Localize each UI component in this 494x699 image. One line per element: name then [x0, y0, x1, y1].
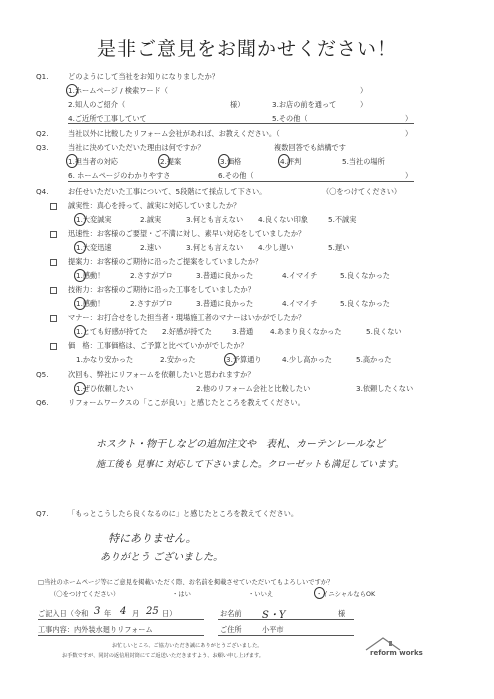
q3-option-5[interactable]: 5.当社の場所 — [342, 157, 385, 166]
q3-option-1[interactable]: 1.担当者の対応 — [68, 157, 118, 166]
date-day[interactable]: 25 — [146, 606, 159, 617]
address-underline — [218, 635, 354, 636]
rating-option[interactable]: 2.速い — [140, 243, 162, 252]
q1-divider — [68, 123, 414, 124]
date-day-unit: 日） — [162, 609, 177, 618]
rating-option[interactable]: 2.誠実 — [140, 215, 162, 224]
q1-option-3[interactable]: 3.お店の前を通って — [272, 100, 337, 109]
rating-option[interactable]: 4.少し遅い — [258, 243, 294, 252]
rating-option[interactable]: 2.安かった — [160, 355, 196, 364]
q5-option-2[interactable]: 2.他のリフォーム会社と比較したい — [196, 384, 311, 393]
q1-option-5[interactable]: 5.その他（ — [272, 114, 308, 123]
rating-checkbox[interactable] — [50, 315, 57, 322]
rating-option[interactable]: 3.予算通り — [226, 355, 262, 364]
consent-no[interactable]: ・いいえ — [248, 591, 274, 598]
consent-question: □当社のホームページ等にご意見を掲載いただく際、お名前を掲載させていただいてもよろしいですか？ — [38, 579, 334, 586]
date-month-unit: 月 — [132, 609, 140, 618]
logo-text: reform works — [370, 649, 423, 657]
thanks-line-1: お忙しいところ、ご協力いただき誠にありがとうございました。 — [112, 643, 263, 649]
consent-instruction: （〇をつけてください） — [50, 591, 120, 598]
work-content: 工事内容：内外装水廻りリフォーム — [38, 625, 153, 634]
rating-checkbox[interactable] — [50, 287, 57, 294]
q1-option-2[interactable]: 2.知人のご紹介（ — [68, 100, 126, 109]
rating-checkbox[interactable] — [50, 259, 57, 266]
q7-question: 「もっとこうしたら良くなるのに」と感じたところを教えてください。 — [68, 509, 299, 518]
rating-selected-circle — [74, 269, 86, 282]
rating-option[interactable]: 3.普通に良かった — [196, 271, 254, 280]
name-sama: 様 — [338, 609, 346, 618]
reform-works-logo — [356, 636, 436, 662]
address-value[interactable]: 小平市 — [262, 625, 284, 634]
q3-question: 当社に決めていただいた理由は何ですか？ — [68, 143, 205, 152]
consent-initial[interactable]: ・イニシャルならOK — [316, 591, 376, 598]
q5-option-1[interactable]: 1.ぜひ依頼したい — [76, 384, 134, 393]
rating-option[interactable]: 2.好感が持てた — [162, 327, 212, 336]
q3-option-other[interactable]: 6.その他（ — [218, 171, 254, 180]
q3-option-1-circle — [66, 154, 78, 168]
q1-option-1[interactable]: 1.ホームページ / 検索ワード（ — [68, 86, 168, 95]
date-month[interactable]: 4 — [120, 606, 127, 617]
q3-option-6[interactable]: 6. ホームページのわかりやすさ — [68, 171, 171, 180]
work-underline — [38, 635, 204, 636]
q5-option-3[interactable]: 3.依頼したくない — [356, 384, 414, 393]
rating-option[interactable]: 5.良くなかった — [340, 299, 390, 308]
q5-question: 次回も、弊社にリフォームを依頼したいと思われますか？ — [68, 370, 255, 379]
q3-option-2[interactable]: 2.提案 — [160, 157, 182, 166]
q3-option-4-circle — [278, 154, 290, 168]
rating-option[interactable]: 5.良くなかった — [340, 271, 390, 280]
rating-option[interactable]: 5.遅い — [328, 243, 350, 252]
address-label: ご住所 — [220, 625, 242, 634]
q4-question: お任せいただいた工事について、5段階にて採点して下さい。 — [68, 187, 267, 196]
rating-option[interactable]: 4.イマイチ — [282, 271, 318, 280]
q7-answer-line-1: 特にありません。 — [108, 532, 197, 545]
rating-option[interactable]: 4.良くない印象 — [258, 215, 308, 224]
rating-heading: 価 格：工事価格は、ご予算と比べていかがでしたか？ — [68, 341, 248, 350]
rating-option[interactable]: 5.良くない — [366, 327, 402, 336]
q1-question: どのようにして当社をお知りになりましたか？ — [68, 72, 219, 81]
name-value[interactable]: S・Y — [262, 610, 286, 621]
q1-option-4[interactable]: 4.ご近所で工事していて — [68, 114, 147, 123]
rating-option[interactable]: 1.大変誠実 — [76, 215, 112, 224]
rating-heading: 誠実性：真心を持って、誠実に対応していましたか？ — [68, 201, 241, 210]
rating-heading: 迅速性：お客様のご要望・ご不満に対し、素早い対応をしていましたか？ — [68, 229, 306, 238]
q1-option-3-close: ） — [360, 100, 368, 109]
rating-selected-circle — [224, 353, 236, 366]
date-label: ご記入日（令和 — [38, 609, 89, 618]
rating-selected-circle — [74, 241, 86, 254]
thanks-line-2: お手数ですが、同封の返信用封筒にてご返送いただきますよう、お願い申し上げます。 — [62, 653, 264, 659]
rating-checkbox[interactable] — [50, 343, 57, 350]
rating-heading: マナー：お打合せをした担当者・現場施工者のマナーはいかがでしたか？ — [68, 313, 306, 322]
q4-note: （〇をつけてください） — [322, 187, 402, 196]
rating-option[interactable]: 1.かなり安かった — [76, 355, 134, 364]
q3-option-3-circle — [218, 154, 230, 168]
rating-heading: 提案力：お客様のご期待に沿ったご提案をしていましたか？ — [68, 257, 263, 266]
q2-question: 当社以外に比較したリフォーム会社があれば、お教えください。（ — [68, 129, 280, 138]
rating-option[interactable]: 1.大変迅速 — [76, 243, 112, 252]
rating-option[interactable]: 1.感動！ — [76, 271, 105, 280]
q3-option-3[interactable]: 3.価格 — [220, 157, 242, 166]
date-underline — [38, 619, 204, 620]
q6-answer-line-2: 施工後も 見事に 対応して下さいました。クローゼットも満足しています。 — [96, 459, 404, 470]
rating-option[interactable]: 4.イマイチ — [282, 299, 318, 308]
rating-option[interactable]: 1.感動！ — [76, 299, 105, 308]
q1-option-1-close: ） — [360, 86, 368, 95]
q7-number: Q7. — [36, 509, 49, 518]
date-year-unit: 年 — [104, 609, 112, 618]
q3-option-2-circle — [158, 154, 170, 168]
rating-option[interactable]: 3.何とも言えない — [186, 215, 244, 224]
consent-yes[interactable]: ・はい — [172, 591, 191, 598]
q5-option-1-circle — [74, 382, 86, 395]
q3-divider — [68, 181, 414, 182]
rating-option[interactable]: 4.あまり良くなかった — [270, 327, 342, 336]
page-title: 是非ご意見をお聞かせください！ — [96, 38, 397, 60]
consent-initial-circle — [314, 587, 325, 599]
rating-selected-circle — [74, 325, 86, 338]
q1-number: Q1. — [36, 72, 49, 81]
rating-option[interactable]: 1.とても好感が持てた — [76, 327, 148, 336]
rating-selected-circle — [74, 297, 86, 310]
q5-number: Q5. — [36, 370, 49, 379]
q2-number: Q2. — [36, 129, 49, 138]
rating-heading: 技術力：お客様のご期待に沿った工事をしていましたか？ — [68, 285, 255, 294]
q6-question: リフォームワークスの「ここが良い」と感じたところを教えてください。 — [68, 398, 305, 407]
q1-option-1-circle — [66, 84, 78, 97]
date-year[interactable]: 3 — [94, 606, 101, 617]
name-underline — [218, 619, 354, 620]
rating-option[interactable]: 5.不誠実 — [328, 215, 357, 224]
rating-option[interactable]: 3.普通 — [232, 327, 254, 336]
rating-selected-circle — [74, 213, 86, 226]
rating-checkbox[interactable] — [50, 203, 57, 210]
q4-number: Q4. — [36, 187, 49, 196]
q1-option-5-close: ） — [405, 114, 413, 123]
q6-answer-line-1: ホスクト・物干しなどの追加注文や 表札、カーテンレールなど — [96, 439, 386, 450]
q3-option-other-close: ） — [405, 171, 413, 180]
q1-option-2-sama: 様） — [230, 100, 245, 109]
rating-option[interactable]: 4.少し高かった — [282, 355, 332, 364]
q6-number: Q6. — [36, 398, 49, 407]
rating-option[interactable]: 3.普通に良かった — [196, 299, 254, 308]
q7-answer-line-2: ありがとう ございました。 — [100, 552, 224, 563]
q3-option-4[interactable]: 4.評判 — [280, 157, 302, 166]
q3-number: Q3. — [36, 143, 49, 152]
name-label: お名前 — [220, 609, 242, 618]
rating-checkbox[interactable] — [50, 231, 57, 238]
rating-option[interactable]: 3.何とも言えない — [186, 243, 244, 252]
rating-option[interactable]: 2.さすがプロ — [130, 271, 173, 280]
rating-option[interactable]: 5.高かった — [356, 355, 392, 364]
q3-note: 複数回答でも結構です — [274, 143, 346, 152]
q2-close: ） — [405, 129, 413, 138]
rating-option[interactable]: 2.さすがプロ — [130, 299, 173, 308]
